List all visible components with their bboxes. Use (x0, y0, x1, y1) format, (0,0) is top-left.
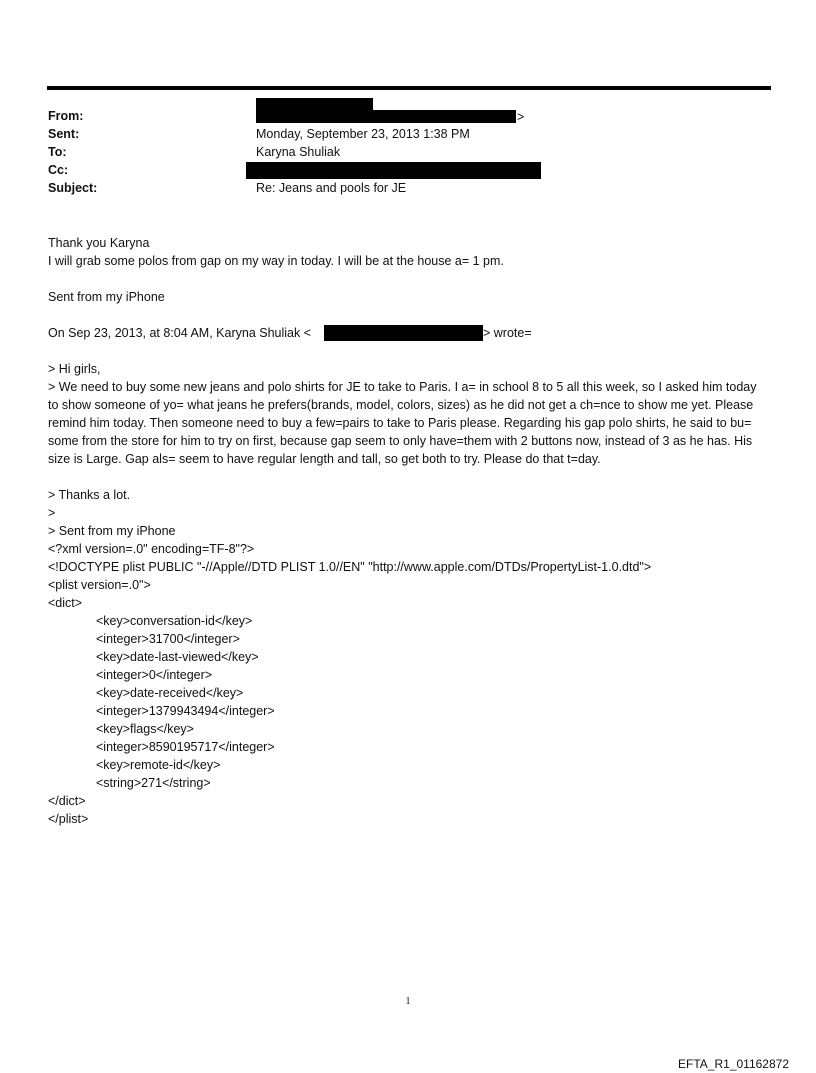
quoted-paragraph: > We need to buy some new jeans and polo shirts for JE to take to Paris. I a= in school 8 to 5 all this week, so I asked him today to show someone of yo= what jeans he prefers(brands, model, colors, sizes) as he did not get a ch=nce to show me yet. Please remind him today. Then someone need to buy a few=pairs to take to Paris please. Regarding his gap polo shirts, he said to bu= some from the store for him to try on first, because gap seem to only have=them with 2 buttons now, instead of 3 as he has. His size is Large. Gap als= seem to have regular length and tall, so get both to try. Please do that t=day. (48, 380, 760, 466)
xml-line: <dict> (48, 596, 83, 610)
page-number: 1 (405, 996, 411, 1007)
xml-line: <string>271</string> (96, 776, 211, 790)
from-label: From: (48, 109, 84, 123)
xml-line: <key>remote-id</key> (96, 758, 221, 772)
xml-line: <integer>31700</integer> (96, 632, 240, 646)
redaction-block (324, 325, 483, 341)
xml-line: <integer>1379943494</integer> (96, 704, 275, 718)
quoted-line: > Hi girls, (48, 362, 101, 376)
to-label: To: (48, 145, 67, 159)
xml-line: <!DOCTYPE plist PUBLIC "-//Apple//DTD PLIST 1.0//EN" "http://www.apple.com/DTDs/PropertyList-1.0.dtd"> (48, 560, 652, 574)
subject-label: Subject: (48, 181, 98, 195)
xml-line: <key>date-received</key> (96, 686, 244, 700)
quote-intro-suffix: > wrote= (483, 326, 532, 340)
from-suffix: > (517, 110, 525, 124)
header-rule (47, 86, 771, 90)
xml-line: </plist> (48, 812, 89, 826)
xml-line: <?xml version=.0" encoding=TF-8"?> (48, 542, 255, 556)
xml-line: <plist version=.0"> (48, 578, 151, 592)
to-value: Karyna Shuliak (256, 145, 341, 159)
quoted-line: > Sent from my iPhone (48, 524, 176, 538)
subject-value: Re: Jeans and pools for JE (256, 181, 407, 195)
sent-value: Monday, September 23, 2013 1:38 PM (256, 127, 470, 141)
xml-line: <integer>0</integer> (96, 668, 213, 682)
bates-number: EFTA_R1_01162872 (678, 1057, 789, 1071)
body-line: I will grab some polos from gap on my way in today. I will be at the house a= 1 pm. (48, 254, 504, 268)
quoted-line: > (48, 506, 56, 520)
xml-line: <key>conversation-id</key> (96, 614, 253, 628)
body-line: Thank you Karyna (48, 236, 150, 250)
redaction-block (246, 162, 541, 179)
redaction-block (256, 110, 516, 123)
xml-line: <key>date-last-viewed</key> (96, 650, 259, 664)
xml-line: <key>flags</key> (96, 722, 194, 736)
quoted-line: > Thanks a lot. (48, 488, 131, 502)
quote-intro (48, 324, 311, 342)
body-line: Sent from my iPhone (48, 290, 165, 304)
xml-line: <integer>8590195717</integer> (96, 740, 275, 754)
sent-label: Sent: (48, 127, 80, 141)
cc-label: Cc: (48, 163, 69, 177)
quote-intro-prefix: On Sep 23, 2013, at 8:04 AM, Karyna Shuliak < (48, 326, 312, 340)
xml-line: </dict> (48, 794, 86, 808)
